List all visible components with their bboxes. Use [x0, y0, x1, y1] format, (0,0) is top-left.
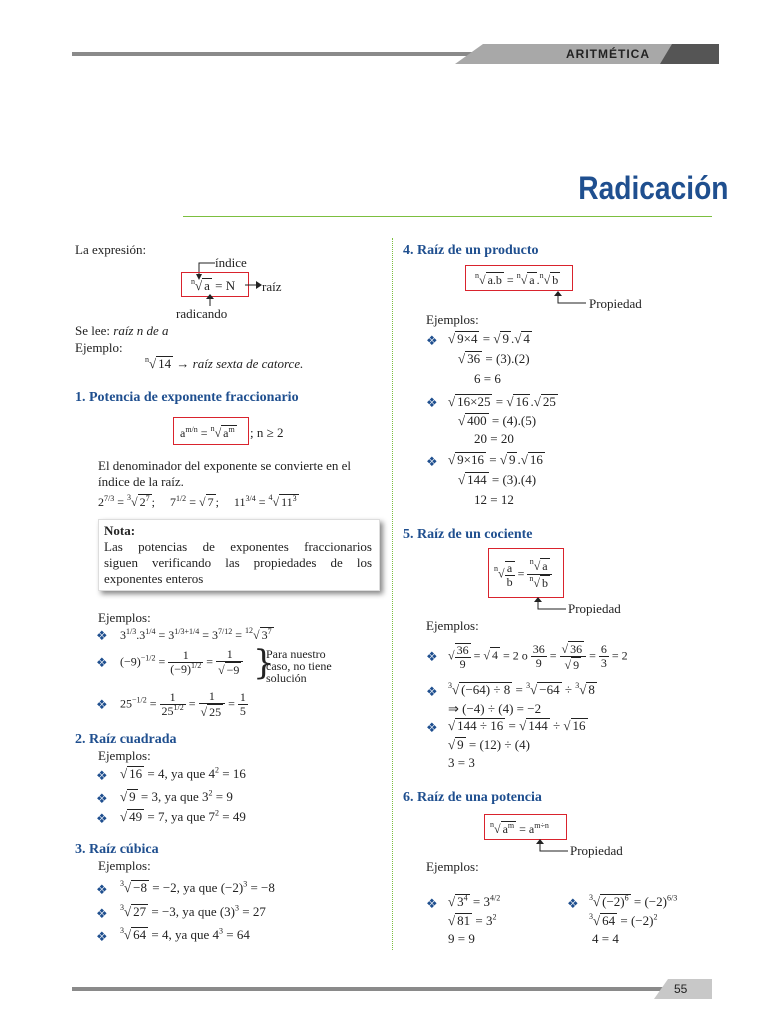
s4-example-3-result: 12 = 12 — [474, 492, 514, 507]
s6-example-b-step: $^3$√ $64 = (-2)^2$ — [589, 912, 658, 928]
s4-example-1-result: 6 = 6 — [474, 371, 501, 386]
propiedad-arrow — [534, 839, 570, 855]
s1-note-2: caso, no tiene — [266, 659, 332, 673]
s1-examples-line: $2^{7/3} = ^3√$ $2^7$ ; $7^{1/2}$ = √ 7 ; $11^{3/4} = ^4√$ $11^3$ — [98, 493, 297, 509]
header-line — [72, 52, 472, 56]
bullet-icon: ❖ — [96, 697, 108, 712]
s1-note-1: Para nuestro — [266, 647, 326, 661]
s1-example-1: $3^{1/3}.3^{1/4} = 3^{1/3+1/4} = 3^{7/12} = ^{12}√$ $3^7$ — [120, 626, 272, 642]
title-divider — [183, 216, 712, 217]
bullet-icon: ❖ — [96, 655, 108, 670]
s4-property: $^n$√ a.b = $^n$√ a .$^n$√ b — [475, 271, 559, 287]
bullet-icon: ❖ — [96, 929, 108, 944]
s4-example-2-step: √ 400 = (4).(5) — [458, 413, 537, 428]
section-6-title: 6. Raíz de una potencia — [403, 790, 542, 805]
s4-example-3: √ 9×16 = √ 9 .√ 16 — [448, 452, 543, 467]
bullet-icon: ❖ — [426, 454, 438, 469]
s3-example-2: $^3$√ 27 = −3, ya que $(3)^3 = 27$ — [120, 903, 266, 919]
s1-condition: ; n ≥ 2 — [250, 425, 284, 440]
indice-label: índice — [215, 255, 247, 270]
s1-example-2: $(-9)^{-1/2}$ = $\frac{1}{(-9)^{1/2}}$ = $\frac{1}{√ -9}$ — [120, 648, 243, 677]
s5-propiedad-label: Propiedad — [568, 601, 621, 616]
bullet-icon: ❖ — [426, 395, 438, 410]
s4-ejemplos-label: Ejemplos: — [426, 312, 479, 327]
radical-definition: $^n$√ a = N — [191, 277, 236, 293]
column-divider — [392, 238, 393, 950]
s5-example-3-result: 3 = 3 — [448, 755, 475, 770]
page-title: Radicación — [578, 170, 729, 206]
s2-ejemplos-label: Ejemplos: — [98, 748, 151, 763]
radicando-label: radicando — [176, 306, 228, 321]
ejemplo-label: Ejemplo: — [75, 340, 123, 355]
s6-property: $^n$√ $a^m = a^{m\div n}$ — [490, 820, 549, 836]
bullet-icon: ❖ — [426, 896, 438, 911]
s1-note-3: solución — [266, 671, 307, 685]
s3-example-3: $^3$√ 64 = 4, ya que $4^3 = 64$ — [120, 926, 250, 942]
nota-line-3: exponentes enteros — [104, 571, 204, 586]
bullet-icon: ❖ — [96, 811, 108, 826]
s5-example-2: $^3$√ (−64) ÷ 8 = $^3$√ −64 ÷ $^3$√ 8 — [448, 681, 595, 697]
s6-example-a-result: 9 = 9 — [448, 931, 475, 946]
s6-propiedad-label: Propiedad — [570, 843, 623, 858]
s6-ejemplos-label: Ejemplos: — [426, 859, 479, 874]
s1-example-3: $25^{-1/2}$ = $\frac{1}{25^{1/2}}$ = $\frac{1}{√ 25}$ = $\frac{1}{5}$ — [120, 689, 246, 719]
radicando-arrow — [205, 294, 215, 306]
propiedad-arrow — [532, 597, 568, 613]
raiz-label: raíz — [262, 279, 282, 294]
s4-example-1-step: √ 36 = (3).(2) — [458, 351, 530, 366]
bullet-icon: ❖ — [96, 628, 108, 643]
nota-line-2: siguen verificando las propiedades de los — [104, 555, 372, 570]
s4-example-2-result: 20 = 20 — [474, 431, 514, 446]
s3-example-1: $^3$√ −8 = −2, ya que $(-2)^3 = -8$ — [120, 879, 275, 895]
s3-ejemplos-label: Ejemplos: — [98, 858, 151, 873]
s5-example-3: √ 144 ÷ 16 = √ 144 ÷ √ 16 — [448, 718, 586, 733]
bullet-icon: ❖ — [426, 333, 438, 348]
s1-ejemplos-label: Ejemplos: — [98, 610, 151, 625]
s4-propiedad-label: Propiedad — [589, 296, 642, 311]
s5-example-1: √ $\frac{36}{9}$ = √ 4 = 2 o $\frac{36}{9}$ = $\frac{√ 36}{√ 9}$ = $\frac{6}{3}$ = 2 — [448, 642, 628, 672]
footer-line — [72, 987, 712, 991]
bullet-icon: ❖ — [426, 720, 438, 735]
s6-example-a: √ $3^4 = 3^{4/2}$ — [448, 893, 501, 909]
section-2-title: 2. Raíz cuadrada — [75, 732, 177, 747]
s4-example-2: √ 16×25 = √ 16 .√ 25 — [448, 394, 556, 409]
intro-label: La expresión: — [75, 242, 147, 257]
section-5-title: 5. Raíz de un cociente — [403, 527, 533, 542]
bullet-icon: ❖ — [96, 768, 108, 783]
nota-title: Nota: — [104, 523, 136, 538]
s1-text-2: índice de la raíz. — [98, 474, 184, 489]
section-1-title: 1. Potencia de exponente fraccionario — [75, 390, 299, 405]
page-number: 55 — [674, 982, 688, 996]
s2-example-1: √ 16 = 4, ya que $4^2 = 16$ — [120, 765, 246, 781]
s6-example-b: $^3$√ $(-2)^6 = (-2)^{6/3}$ — [589, 893, 678, 909]
raiz-arrow — [245, 280, 263, 290]
nota-line-1: Las potencias de exponentes fraccionarios — [104, 539, 372, 554]
bullet-icon: ❖ — [96, 882, 108, 897]
s5-example-2-step: ⇒ (−4) ÷ (4) = −2 — [448, 701, 542, 716]
s5-property: $^n$√ $\frac{a}{b}$ = $\frac{^n√ a}{^n√ b}$ — [494, 558, 552, 591]
se-lee-line: Se lee: raíz n de a — [75, 323, 169, 338]
s5-example-3-step: √ 9 = (12) ÷ (4) — [448, 737, 530, 752]
s1-text-1: El denominador del exponente se convierte en el — [98, 458, 352, 473]
s6-example-b-result: 4 = 4 — [592, 931, 619, 946]
ejemplo-line: $^n$√ 14 → raíz sexta de catorce. — [145, 355, 304, 371]
s2-example-2: √ 9 = 3, ya que $3^2 = 9$ — [120, 788, 233, 804]
s4-example-1: √ 9×4 = √ 9 .√ 4 — [448, 331, 530, 346]
bullet-icon: ❖ — [96, 906, 108, 921]
bullet-icon: ❖ — [96, 791, 108, 806]
bullet-icon: ❖ — [426, 684, 438, 699]
propiedad-arrow — [552, 291, 588, 307]
section-4-title: 4. Raíz de un producto — [403, 243, 539, 258]
section-3-title: 3. Raíz cúbica — [75, 842, 159, 857]
s4-example-3-step: √ 144 = (3).(4) — [458, 472, 537, 487]
s6-example-a-step: √ $81 = 3^2$ — [448, 912, 497, 928]
header-subject: ARITMÉTICA — [566, 47, 650, 61]
bullet-icon: ❖ — [567, 896, 579, 911]
brace-icon: } — [253, 643, 275, 683]
s5-ejemplos-label: Ejemplos: — [426, 618, 479, 633]
s1-property: $a^{m/n} = ^n√$ $a^m$ — [180, 424, 235, 440]
bullet-icon: ❖ — [426, 649, 438, 664]
s2-example-3: √ 49 = 7, ya que $7^2 = 49$ — [120, 808, 246, 824]
